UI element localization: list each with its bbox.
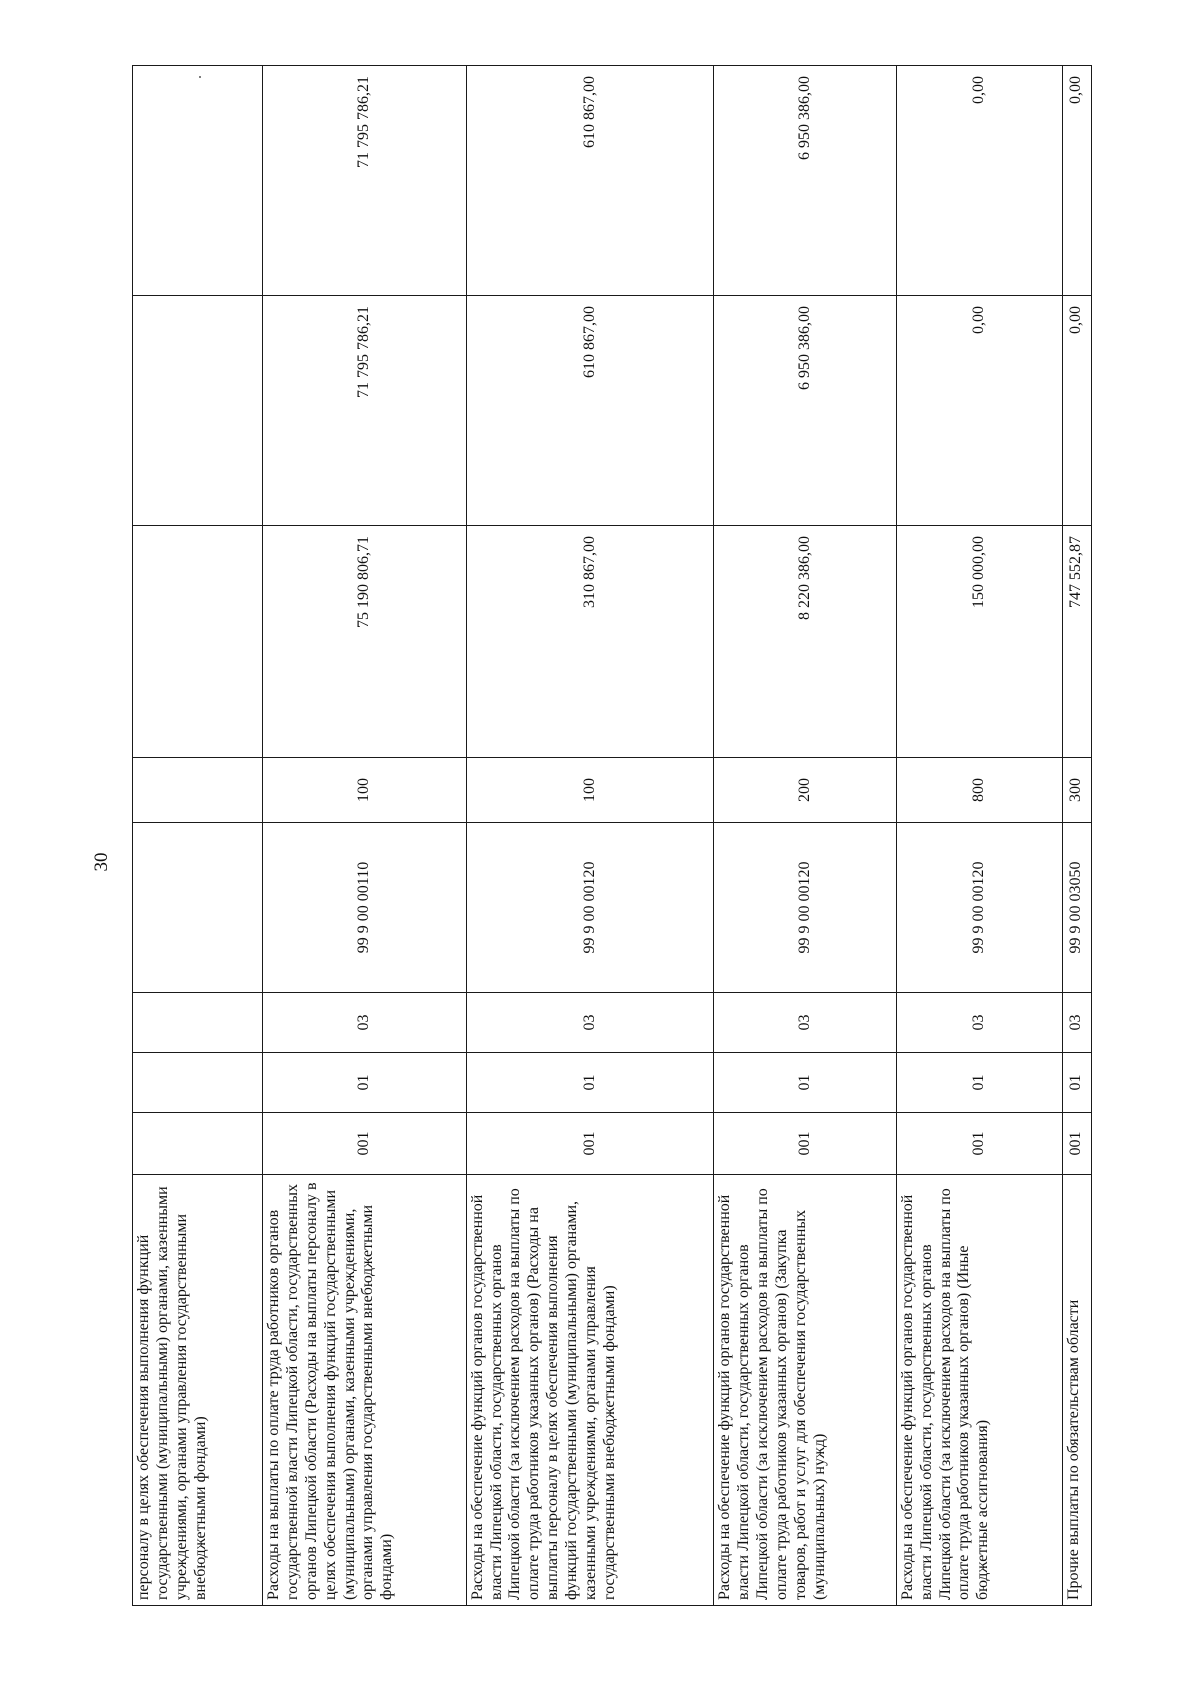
- table-row: [1062, 66, 1091, 1606]
- razdel-code: 01: [263, 1053, 467, 1113]
- row-description: Расходы на обеспечение функций органов государственной власти Липецкой области, государственных органов Липецкой области (за исключением расходов на выплаты по оплате труда работников указанных органов) (Закупка товаров, работ и услуг для обеспечения государственных (муниципальных) нужд): [714, 1175, 897, 1606]
- amount-3: 610 867,00: [466, 66, 714, 296]
- podrazdel-code: 03: [896, 993, 1062, 1053]
- amount-1: 8 220 386,00: [714, 526, 897, 758]
- amount-2: 0,00: [896, 296, 1062, 526]
- rotated-table-container: [132, 66, 1092, 1606]
- expense-type-code: [133, 758, 263, 823]
- amount-3: 0,00: [1062, 66, 1091, 296]
- podrazdel-code: 03: [714, 993, 897, 1053]
- amount-3: 71 795 786,21: [263, 66, 467, 296]
- table-row: [896, 66, 1062, 1606]
- target-article-code: 99 9 00 00110: [263, 823, 467, 993]
- page-number: 30: [91, 852, 112, 872]
- row-description: персоналу в целях обеспечения выполнения функций государственными (муниципальными) органами, казенными учреждениями, органами управления государственными внебюджетными фондами): [133, 1175, 263, 1606]
- amount-3: 0,00: [896, 66, 1062, 296]
- expense-type-code: 100: [263, 758, 467, 823]
- razdel-code: 01: [466, 1053, 714, 1113]
- podrazdel-code: 03: [466, 993, 714, 1053]
- target-article-code: 99 9 00 00120: [896, 823, 1062, 993]
- row-description: Расходы на обеспечение функций органов государственной власти Липецкой области, государственных органов Липецкой области (за исключением расходов на выплаты по оплате труда работников указанных органов) (Иные бюджетные ассигнования): [896, 1175, 1062, 1606]
- expense-type-code: 800: [896, 758, 1062, 823]
- ved-code: 001: [896, 1113, 1062, 1175]
- amount-1: 150 000,00: [896, 526, 1062, 758]
- expense-type-code: 300: [1062, 758, 1091, 823]
- amount-1: 747 552,87: [1062, 526, 1091, 758]
- target-article-code: 99 9 00 03050: [1062, 823, 1091, 993]
- table-row: [263, 66, 467, 1606]
- table-row: [133, 66, 263, 1606]
- amount-2: 71 795 786,21: [263, 296, 467, 526]
- row-description: Расходы на обеспечение функций органов государственной власти Липецкой области, государственных органов Липецкой области (за исключением расходов на выплаты по оплате труда работников указанных органов) (Расходы на выплаты персоналу в целях обеспечения выполнения функций государственными (муниципальными) органами, казенными учреждениями, органами управления государственными внебюджетными фондами): [466, 1175, 714, 1606]
- amount-3: 6 950 386,00: [714, 66, 897, 296]
- ved-code: 001: [714, 1113, 897, 1175]
- razdel-code: 01: [714, 1053, 897, 1113]
- razdel-code: [133, 1053, 263, 1113]
- amount-2: 6 950 386,00: [714, 296, 897, 526]
- speck-mark: [199, 76, 201, 78]
- amount-2: 0,00: [1062, 296, 1091, 526]
- target-article-code: 99 9 00 00120: [714, 823, 897, 993]
- amount-1: 310 867,00: [466, 526, 714, 758]
- razdel-code: 01: [1062, 1053, 1091, 1113]
- amount-2: [133, 296, 263, 526]
- row-description: Прочие выплаты по обязательствам области: [1062, 1175, 1091, 1606]
- row-description: Расходы на выплаты по оплате труда работников органов государственной власти Липецкой области, государственных органов Липецкой области (Расходы на выплаты персоналу в целях обеспечения выполнения функций государственными (муниципальными) органами, казенными учреждениями, органами управления государственными внебюджетными фондами): [263, 1175, 467, 1606]
- podrazdel-code: 03: [263, 993, 467, 1053]
- target-article-code: 99 9 00 00120: [466, 823, 714, 993]
- amount-2: 610 867,00: [466, 296, 714, 526]
- amount-1: [133, 526, 263, 758]
- table-row: [466, 66, 714, 1606]
- budget-table: [132, 65, 1092, 1606]
- ved-code: 001: [263, 1113, 467, 1175]
- amount-1: 75 190 806,71: [263, 526, 467, 758]
- podrazdel-code: 03: [1062, 993, 1091, 1053]
- ved-code: [133, 1113, 263, 1175]
- table-row: [714, 66, 897, 1606]
- ved-code: 001: [1062, 1113, 1091, 1175]
- razdel-code: 01: [896, 1053, 1062, 1113]
- expense-type-code: 100: [466, 758, 714, 823]
- ved-code: 001: [466, 1113, 714, 1175]
- podrazdel-code: [133, 993, 263, 1053]
- amount-3: [133, 66, 263, 296]
- target-article-code: [133, 823, 263, 993]
- expense-type-code: 200: [714, 758, 897, 823]
